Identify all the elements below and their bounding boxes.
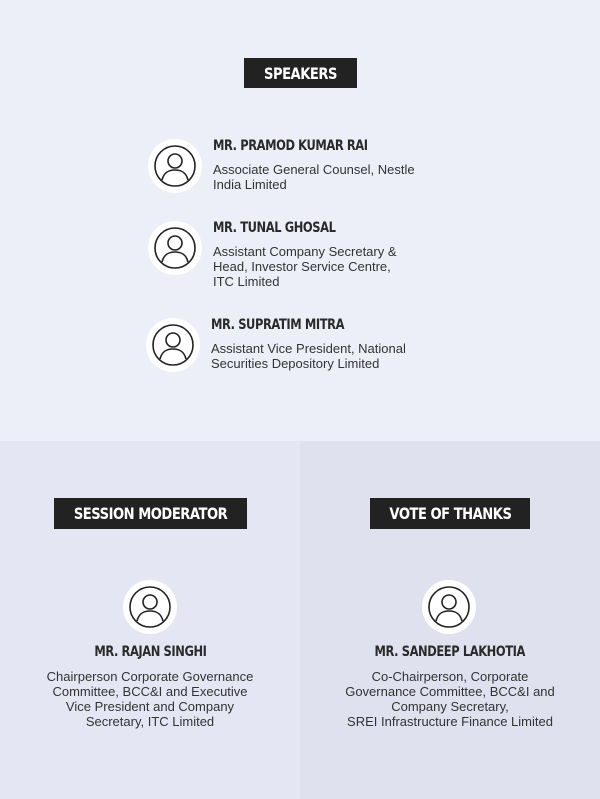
avatar-icon	[148, 221, 202, 275]
vote-of-thanks-heading-text: VOTE OF THANKS	[388, 504, 512, 523]
speakers-heading-text: SPEAKERS	[264, 63, 337, 83]
speaker-name: MR. SUPRATIM MITRA	[211, 317, 345, 333]
avatar-icon	[422, 580, 476, 634]
avatar-icon	[146, 318, 200, 372]
moderator-heading-text: SESSION MODERATOR	[73, 504, 228, 523]
user-avatar-icon	[427, 585, 471, 629]
speaker-description: Associate General Counsel, Nestle India Limited	[213, 162, 415, 192]
moderator-description: Chairperson Corporate Governance Committee, BCC&I and Executive Vice President and Company Secretary, ITC Limited	[46, 669, 254, 729]
vote-of-thanks-heading	[370, 498, 530, 529]
moderator-name: MR. RAJAN SINGHI	[93, 644, 207, 660]
moderator-heading	[54, 498, 247, 529]
user-avatar-icon	[153, 226, 197, 270]
avatar-icon	[148, 139, 202, 193]
speaker-description: Assistant Vice President, National Securities Depository Limited	[211, 341, 406, 371]
user-avatar-icon	[151, 323, 195, 367]
user-avatar-icon	[128, 585, 172, 629]
speaker-name: MR. TUNAL GHOSAL	[213, 220, 336, 236]
user-avatar-icon	[153, 144, 197, 188]
speakers-heading	[244, 58, 357, 88]
speaker-description: Assistant Company Secretary & Head, Investor Service Centre, ITC Limited	[213, 244, 397, 289]
vote-of-thanks-name: MR. SANDEEP LAKHOTIA	[374, 644, 526, 660]
avatar-icon	[123, 580, 177, 634]
speaker-name: MR. PRAMOD KUMAR RAI	[213, 138, 368, 154]
vote-of-thanks-description: Co-Chairperson, Corporate Governance Committee, BCC&I and Company Secretary, SREI Infrastructure Finance Limited	[345, 669, 555, 729]
